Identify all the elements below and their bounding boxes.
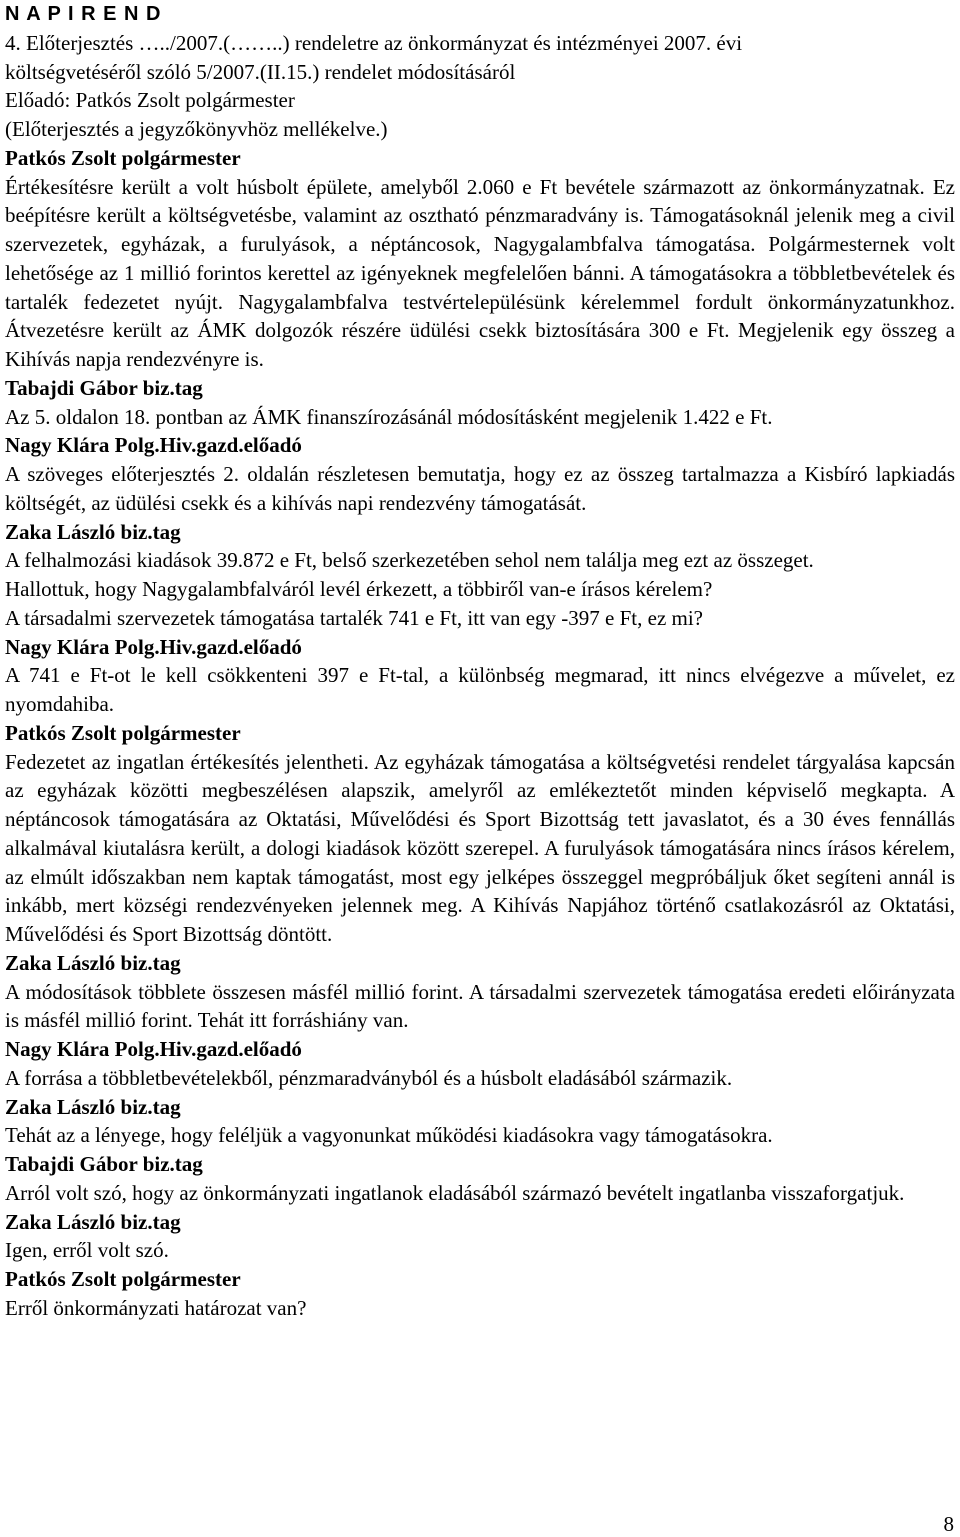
presenter-line: Előadó: Patkós Zsolt polgármester <box>5 88 295 113</box>
speech-paragraph: Erről önkormányzati határozat van? <box>5 1295 307 1320</box>
speech-paragraph: A felhalmozási kiadások 39.872 e Ft, belső szerkezetében sehol nem találja meg ezt az összeget. <box>5 548 814 573</box>
speech-paragraph: Arról volt szó, hogy az önkormányzati ingatlanok eladásából származó bevételt ingatlanba visszaforgatjuk. <box>5 1180 905 1205</box>
speech-paragraph: Fedezetet az ingatlan értékesítés jelentheti. Az egyházak támogatása a költségvetési rendelet tárgyalása kapcsán az egyházak közötti megbeszélésen alapszik, amelyről az emlékeztetőt minden képviselő megkapta. A néptáncosok támogatására az Oktatási, Művelődési és Sport Bizottság tett javaslatot, és a 30 éves fennállás alkalmával kiutalásra került, a dologi kiadások között szerepel. A furulyások támogatására nincs írásos kérelem, az elmúlt időszakban nem kaptak támogatást, most egy jelképes összeggel megpróbáljuk őket segíteni annál is inkább, mert községi rendezvényeken jelennek meg. A Kihívás Napjához történő csatlakozásról az Oktatási, Művelődési és Sport Bizottság döntött. <box>5 749 955 946</box>
document-page <box>5 0 955 1323</box>
speech-paragraph: A módosítások többlete összesen másfél millió forint. A társadalmi szervezetek támogatása eredeti előirányzata is másfél millió forint. Tehát itt forráshiány van. <box>5 979 955 1033</box>
agenda-item-title-continued: költségvetéséről szóló 5/2007.(II.15.) rendelet módosításáról <box>5 59 516 84</box>
speech-paragraph: Az 5. oldalon 18. pontban az ÁMK finanszírozásánál módosításként megjelenik 1.422 e Ft. <box>5 404 773 429</box>
speech-paragraph: Értékesítésre került a volt húsbolt épülete, amelyből 2.060 e Ft bevétele származott az önkormányzatnak. Ez beépítésre került a költségvetésbe, valamint az osztható pénzmaradvány is. Támogatásoknál jelenik meg a civil szervezetek, egyházak, a furulyások, a néptáncosok, Nagygalambfalva támogatása. Polgármesternek volt lehetősége az 1 millió forintos kerettel az igényeknek megfelelően bánni. A támogatásokra a többletbevételek és tartalék fedezetet nyújt. Nagygalambfalva testvértelepülésünk kérelemmel fordult önkormányzatunkhoz. Átvezetésre került az ÁMK dolgozók részére üdülési csekk biztosítására 300 e Ft. Megjelenik egy összeg a Kihívás napja rendezvényre is. <box>5 174 955 371</box>
speaker-name: Nagy Klára Polg.Hiv.gazd.előadó <box>5 1037 302 1061</box>
speaker-name: Zaka László biz.tag <box>5 950 181 975</box>
page-number: 8 <box>943 1512 954 1536</box>
speaker-name: Zaka László biz.tag <box>5 519 181 544</box>
speech-paragraph: A 741 e Ft-ot le kell csökkenteni 397 e Ft-tal, a különbség megmarad, itt nincs elvégezve a művelet, ez nyomdahiba. <box>5 663 955 716</box>
agenda-heading: N A P I R E N D <box>5 3 162 25</box>
speech-paragraph: A társadalmi szervezetek támogatása tartalék 741 e Ft, itt van egy -397 e Ft, ez mi? <box>5 605 704 630</box>
speech-paragraph: Hallottuk, hogy Nagygalambfalváról levél érkezett, a többiről van-e írásos kérelem? <box>5 577 713 601</box>
speech-paragraph: A forrása a többletbevételekből, pénzmaradványból és a húsbolt eladásából származik. <box>5 1065 733 1090</box>
agenda-item-title: 4. Előterjesztés …../2007.(……..) rendeletre az önkormányzat és intézményei 2007. évi <box>5 30 743 55</box>
speaker-name: Nagy Klára Polg.Hiv.gazd.előadó <box>5 634 302 659</box>
speaker-name: Nagy Klára Polg.Hiv.gazd.előadó <box>5 433 302 458</box>
attachment-note: (Előterjesztés a jegyzőkönyvhöz mellékelve.) <box>5 117 388 141</box>
speech-paragraph: Tehát az a lényege, hogy feléljük a vagyonunkat működési kiadásokra vagy támogatásokra. <box>5 1123 773 1148</box>
speech-paragraph: Igen, erről volt szó. <box>5 1238 169 1263</box>
speaker-name: Tabajdi Gábor biz.tag <box>5 375 203 400</box>
speech-paragraph: A szöveges előterjesztés 2. oldalán részletesen bemutatja, hogy ez az összeg tartalmazza a Kisbíró lapkiadás költségét, az üdülési csekk és a kihívás napi rendezvény támogatását. <box>5 462 955 515</box>
speaker-name: Patkós Zsolt polgármester <box>5 145 241 170</box>
speaker-name: Patkós Zsolt polgármester <box>5 720 241 745</box>
speaker-name: Tabajdi Gábor biz.tag <box>5 1152 203 1176</box>
speaker-name: Zaka László biz.tag <box>5 1094 181 1119</box>
speaker-name: Zaka László biz.tag <box>5 1209 181 1234</box>
speaker-name: Patkós Zsolt polgármester <box>5 1267 241 1291</box>
